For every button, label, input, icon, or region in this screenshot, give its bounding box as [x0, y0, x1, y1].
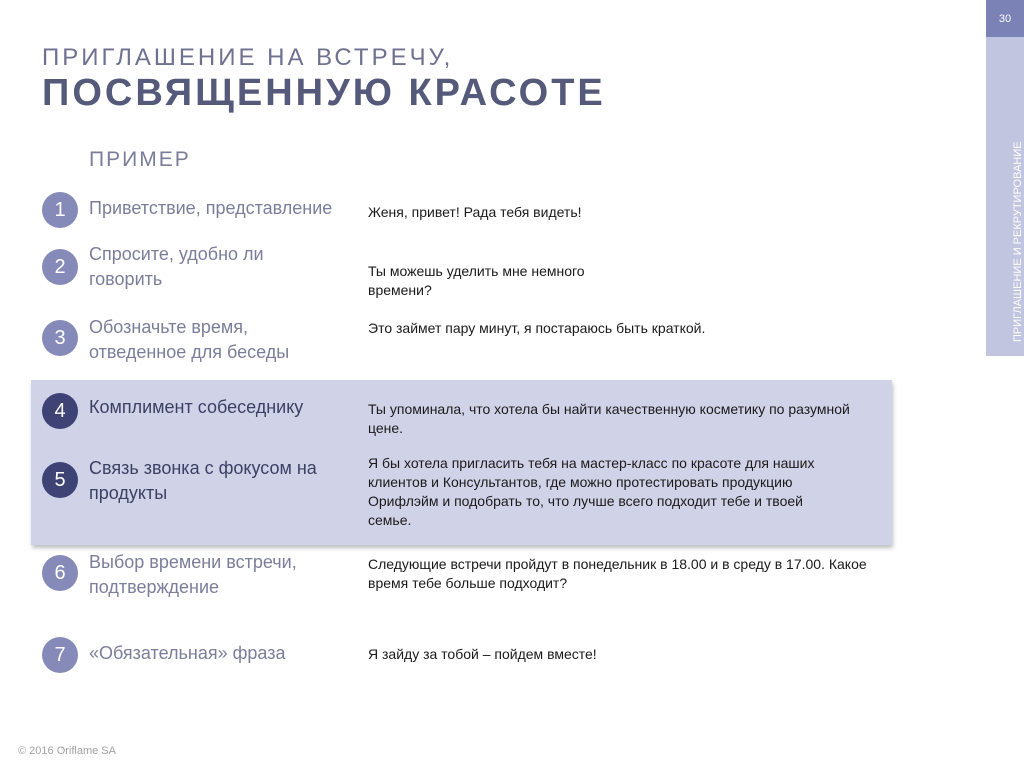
step-example-6: Следующие встречи пройдут в понедельник в 18.00 и в среду в 17.00. Какое время тебе больше подходит? [368, 556, 867, 591]
step-example-7: Я зайду за тобой – пойдем вместе! [368, 646, 597, 662]
subtitle: ПРИМЕР [89, 148, 191, 171]
step-label-6: Выбор времени встречи, подтверждение [89, 552, 297, 597]
copyright: © 2016 Oriflame SA [18, 745, 116, 757]
step-example-3: Это займет пару минут, я постараюсь быть краткой. [368, 320, 706, 336]
step-label-2: Спросите, удобно ли говорить [89, 244, 264, 289]
step-number-5: 5 [42, 462, 78, 498]
step-number-7: 7 [42, 637, 78, 673]
step-number-3: 3 [42, 320, 78, 356]
step-number-4: 4 [42, 393, 78, 429]
side-tab-label: ПРИГЛАШЕНИЕ И РЕКРУТИРОВАНИЕ [1012, 141, 1024, 342]
step-number-6: 6 [42, 555, 78, 591]
step-label-5: Связь звонка с фокусом на продукты [89, 458, 317, 503]
step-example-5: Я бы хотела пригласить тебя на мастер-класс по красоте для наших клиентов и Консультантов, где можно протестировать продукцию Орифлэйм и подобрать то, что лучше всего подходит тебе и твоей семье. [368, 455, 815, 528]
title-line-2: ПОСВЯЩЕННУЮ КРАСОТЕ [42, 72, 606, 114]
page-number: 30 [986, 0, 1024, 37]
step-label-3: Обозначьте время, отведенное для беседы [89, 317, 290, 362]
step-example-1: Женя, привет! Рада тебя видеть! [368, 204, 582, 220]
step-number-1: 1 [42, 192, 78, 228]
title-line-1: ПРИГЛАШЕНИЕ НА ВСТРЕЧУ, [42, 44, 454, 71]
step-number-2: 2 [42, 249, 78, 285]
step-example-2: Ты можешь уделить мне немного времени? [368, 263, 585, 298]
step-label-7: «Обязательная» фраза [89, 643, 286, 663]
step-label-1: Приветствие, представление [89, 198, 333, 218]
step-example-4: Ты упоминала, что хотела бы найти качественную косметику по разумной цене. [368, 401, 850, 436]
step-label-4: Комплимент собеседнику [89, 397, 304, 417]
